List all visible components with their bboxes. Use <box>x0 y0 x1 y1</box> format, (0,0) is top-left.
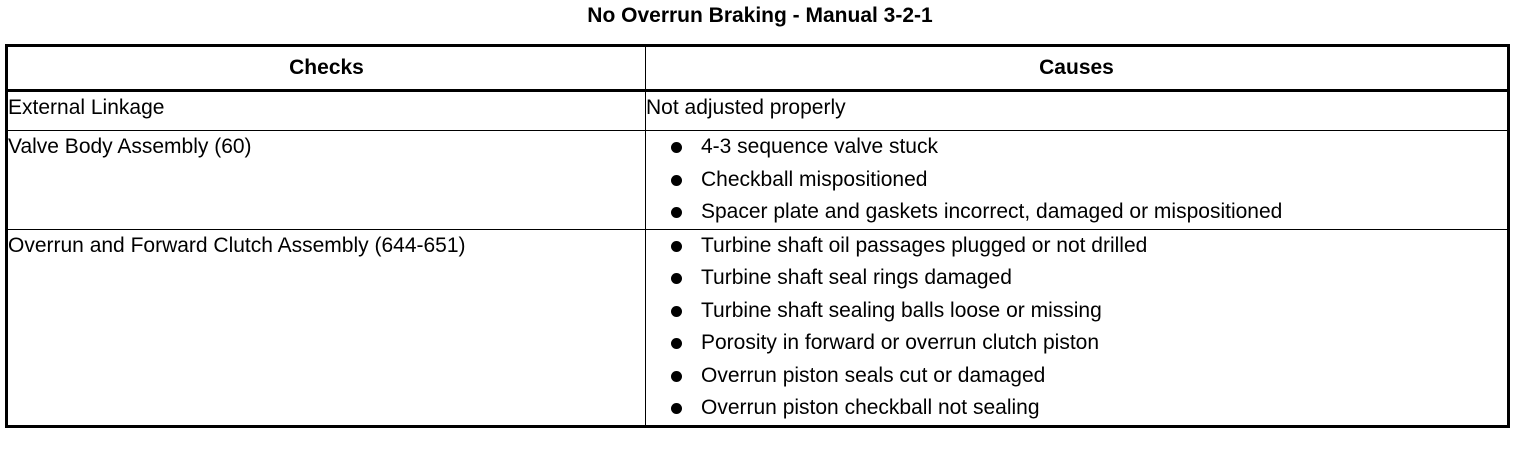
bullet-icon <box>671 207 682 218</box>
cause-text: Overrun piston checkball not sealing <box>701 396 1040 419</box>
list-item <box>646 262 1507 295</box>
bullet-icon <box>671 403 682 414</box>
list-item <box>646 230 1507 263</box>
list-item <box>646 392 1507 425</box>
cause-text: Turbine shaft seal rings damaged <box>701 266 1012 289</box>
bullet-icon <box>671 273 682 284</box>
list-item <box>646 196 1507 229</box>
bullet-icon <box>671 142 682 153</box>
cause-text: Spacer plate and gaskets incorrect, damaged or mispositioned <box>701 200 1283 223</box>
cause-text: Overrun piston seals cut or damaged <box>701 363 1046 387</box>
column-header-causes: Causes <box>646 46 1509 91</box>
cause-text: Checkball mispositioned <box>701 167 928 191</box>
column-header-checks: Checks <box>7 46 646 91</box>
table-header-row <box>7 46 1509 91</box>
bullet-icon <box>671 175 682 186</box>
list-item <box>646 164 1507 197</box>
bullet-icon <box>671 338 682 349</box>
list-item <box>646 131 1507 164</box>
cause-cell: Not adjusted properly <box>646 91 1509 131</box>
cause-list <box>646 131 1507 229</box>
cause-list-cell <box>646 229 1509 426</box>
cause-text: 4-3 sequence valve stuck <box>701 135 938 158</box>
list-item <box>646 327 1507 360</box>
bullet-icon <box>671 371 682 382</box>
bullet-icon <box>671 306 682 317</box>
check-cell: Overrun and Forward Clutch Assembly (644-651) <box>7 229 646 426</box>
cause-list-cell <box>646 131 1509 230</box>
diagnosis-table <box>5 44 1510 428</box>
check-cell: Valve Body Assembly (60) <box>7 131 646 230</box>
check-cell: External Linkage <box>7 91 646 131</box>
cause-list <box>646 230 1507 425</box>
cause-text: Turbine shaft sealing balls loose or missing <box>701 298 1102 322</box>
cause-text: Turbine shaft oil passages plugged or not drilled <box>701 233 1148 257</box>
bullet-icon <box>671 241 682 252</box>
list-item <box>646 360 1507 393</box>
page-title: No Overrun Braking - Manual 3-2-1 <box>587 4 933 27</box>
cause-text: Porosity in forward or overrun clutch piston <box>701 331 1100 354</box>
table-row <box>7 131 1509 230</box>
list-item <box>646 295 1507 328</box>
table-row <box>7 229 1509 426</box>
table-row <box>7 91 1509 131</box>
